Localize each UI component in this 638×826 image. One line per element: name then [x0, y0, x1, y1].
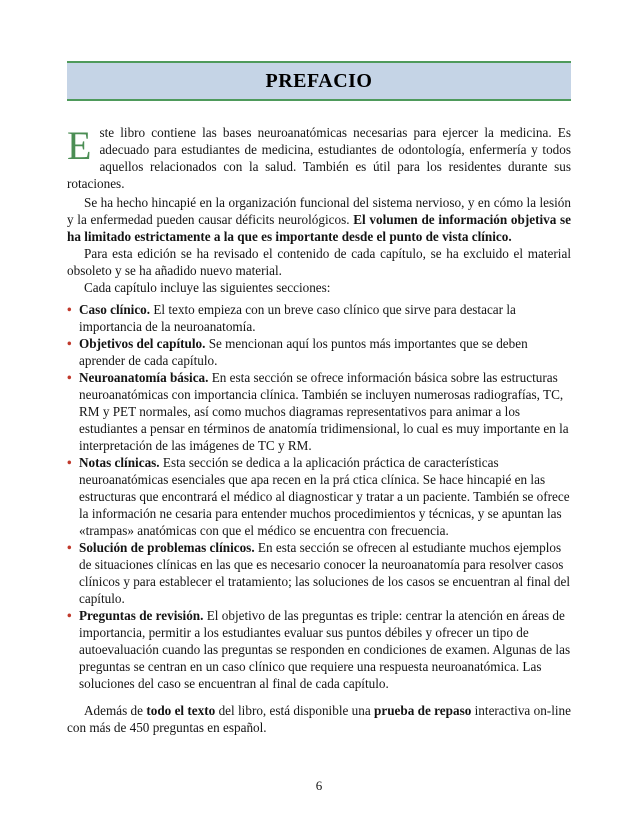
section-text: El texto empieza con un breve caso clínico que sirve para destacar la importancia de la neuroanatomía. [79, 302, 516, 334]
paragraph-sections-intro: Cada capítulo incluye las siguientes secciones: [84, 280, 331, 295]
closing-text-1: Además de [84, 703, 147, 718]
bullet-icon: • [67, 608, 72, 623]
bullet-icon: • [67, 455, 72, 470]
list-item [67, 607, 571, 692]
preface-body [67, 124, 571, 736]
section-title: Neuroanatomía básica. [79, 370, 209, 385]
section-text: Se mencionan aquí los puntos más importantes que se deben aprender de cada capítulo. [79, 336, 528, 368]
intro-paragraph [67, 124, 571, 192]
bullet-icon: • [67, 336, 72, 351]
title-banner [67, 61, 571, 101]
paragraph-edition: Para esta edición se ha revisado el contenido de cada capítulo, se ha excluido el material obsoleto y se ha añadido nuevo material. [67, 246, 571, 278]
section-title: Solución de problemas clínicos. [79, 540, 255, 555]
section-title: Preguntas de revisión. [79, 608, 204, 623]
closing-text-2: del libro, está disponible una [215, 703, 375, 718]
drop-cap-letter: E [67, 123, 92, 168]
list-item [67, 369, 571, 454]
bullet-icon: • [67, 302, 72, 317]
section-text: En esta sección se ofrece información básica sobre las estructuras neuroanatómicas con importancia clínica. También se incluyen numerosas radiografías, TC, RM y PET normales, así como muchos diagramas representativos para animar a los estudiantes a pensar en términos de anatomía tridimensional, lo cual es muy importante en la interpretación de las imágenes de TC y RM. [79, 370, 569, 453]
closing-bold-2: prueba de repaso [374, 703, 472, 718]
paragraph-focus-text: Se ha hecho hincapié en la organización funcional del sistema nervioso, y en cómo la lesión y la enfermedad pueden causar déficits neurológicos. [67, 195, 571, 227]
closing-text-3: interactiva on-line con más de 450 preguntas en español. [67, 703, 571, 735]
sections-list [67, 301, 571, 692]
bullet-icon: • [67, 540, 72, 555]
section-title: Caso clínico. [79, 302, 151, 317]
section-text: Esta sección se dedica a la aplicación práctica de características neuroanatómicas esenciales que apa recen en la prá ctica clínica. Se hace hincapié en las estructuras que encontrará el médico al diagnosticar y tratar a un paciente. También se ofrece la información ne cesaria para entender muchos procedimientos y técnicas, y se apuntan las «trampas» anatómicas con que el médico se encuentra con frecuencia. [79, 455, 570, 538]
list-item [67, 539, 571, 607]
intro-text: ste libro contiene las bases neuroanatómicas necesarias para ejercer la medicina. Es adecuado para estudiantes de medicina, estudiantes de odontología, enfermería y todos aquellos relacionados con la salud. También es útil para los residentes durante sus rotaciones. [67, 125, 571, 191]
section-title: Notas clínicas. [79, 455, 160, 470]
closing-bold-1: todo el texto [146, 703, 216, 718]
page-title: PREFACIO [265, 69, 373, 92]
section-text: En esta sección se ofrecen al estudiante muchos ejemplos de situaciones clínicas en las que es necesario conocer la neuroanatomía para resolver casos clínicos y para establecer el tratamiento; las soluciones de los casos se encuentran al final del capítulo. [79, 540, 571, 606]
closing-paragraph [67, 702, 571, 736]
bullet-icon: • [67, 370, 72, 385]
list-item [67, 454, 571, 539]
section-text: El objetivo de las preguntas es triple: centrar la atención en áreas de importancia, permitir a los estudiantes evaluar sus puntos débiles y ofrecer un tipo de autoevaluación cuando las preguntas se responden en condiciones de examen. Algunas de las preguntas se centran en un caso clínico que requiere una respuesta neuroanatómica. Las soluciones del caso se encuentran al final de cada capítulo. [79, 608, 571, 691]
page-number: 6 [315, 778, 323, 793]
section-title: Objetivos del capítulo. [79, 336, 206, 351]
paragraph-focus [67, 194, 571, 245]
list-item [67, 335, 571, 369]
paragraph-focus-bold: El volumen de información objetiva se ha limitado estrictamente a la que es importante desde el punto de vista clínico. [67, 212, 571, 244]
list-item [67, 301, 571, 335]
